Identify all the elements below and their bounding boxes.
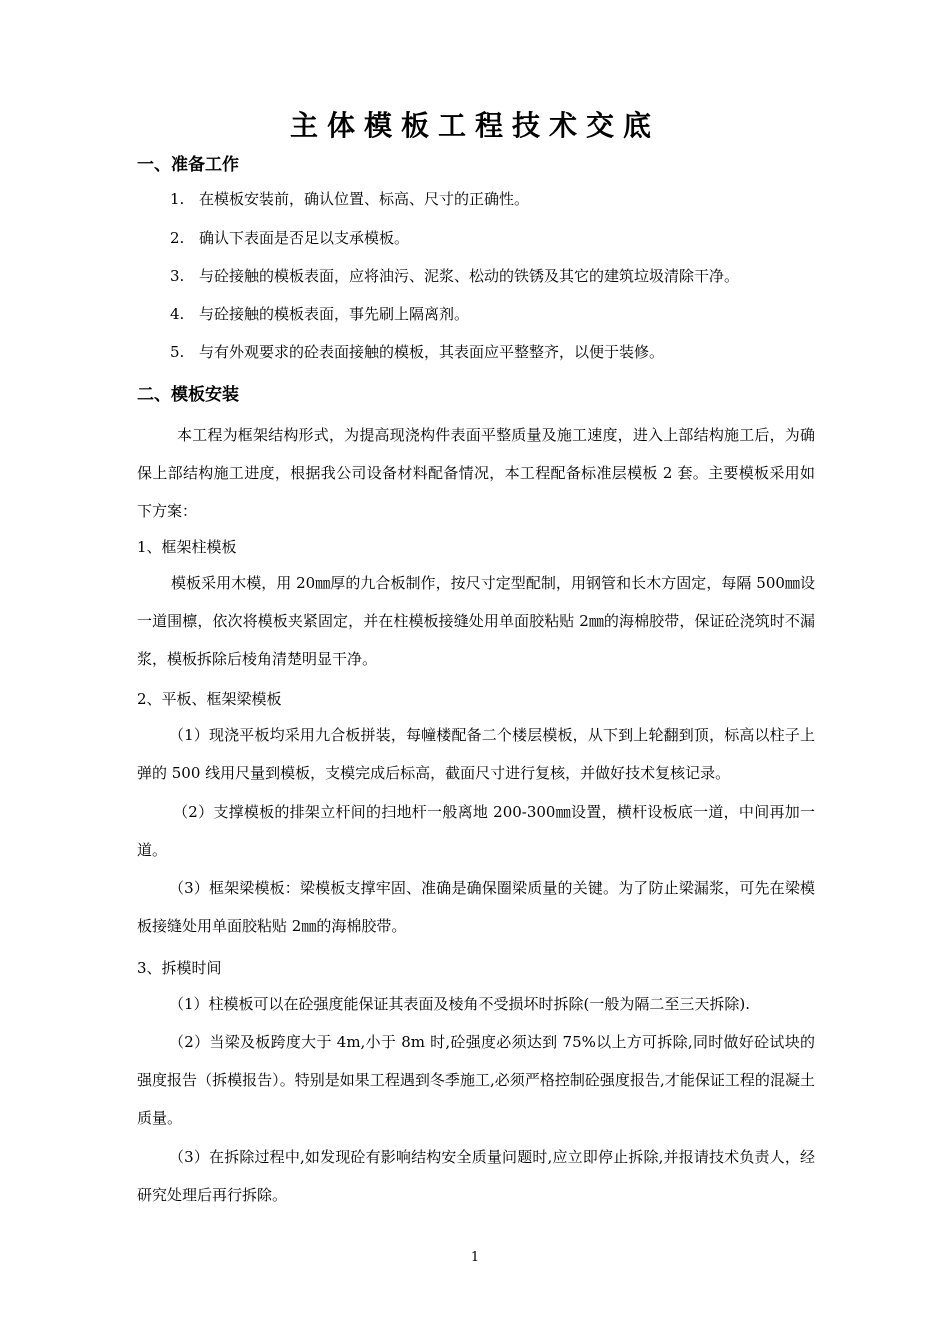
- subheading-slab-beam-formwork: 2、平板、框架梁模板: [137, 690, 282, 708]
- list-item: [170, 227, 409, 248]
- list-item: [170, 303, 469, 324]
- list-item: [170, 265, 739, 286]
- paragraph-slab-1: （1）现浇平板均采用九合板拼装，每幢楼配备二个楼层模板，从下到上轮翻到顶，标高以柱子上弹的 500 线用尺量到模板，支模完成后标高，截面尺寸进行复核，并做好技术复核记录。: [137, 726, 815, 782]
- subheading-column-formwork: 1、框架柱模板: [137, 538, 237, 556]
- list-text: 确认下表面是否足以支承模板。: [199, 229, 410, 247]
- list-text: 与砼接触的模板表面，事先刷上隔离剂。: [199, 305, 470, 323]
- list-number: 4.: [170, 305, 185, 323]
- paragraph-removal-2: （2）当梁及板跨度大于 4m,小于 8m 时,砼强度必须达到 75%以上方可拆除,同时做好砼试块的强度报告（拆模报告）。特别是如果工程遇到冬季施工,必须严格控制砼强度报告,才能保证工程的混凝土质量。: [137, 1033, 815, 1127]
- list-text: 与有外观要求的砼表面接触的模板，其表面应平整整齐，以便于装修。: [199, 343, 665, 361]
- list-text: 在模板安装前，确认位置、标高、尺寸的正确性。: [199, 190, 530, 208]
- list-number: 2.: [170, 229, 185, 247]
- page-number: 1: [470, 1250, 480, 1265]
- list-text: 与砼接触的模板表面，应将油污、泥浆、松动的铁锈及其它的建筑垃圾清除干净。: [199, 267, 740, 285]
- paragraph-slab-3: （3）框架梁模板：梁模板支撑牢固、准确是确保圈梁质量的关键。为了防止梁漏浆，可先在梁模板接缝处用单面胶粘贴 2㎜的海棉胶带。: [137, 879, 815, 935]
- list-number: 3.: [170, 267, 185, 285]
- paragraph-removal-1: （1）柱模板可以在砼强度能保证其表面及棱角不受损坏时拆除(一般为隔二至三天拆除).: [169, 995, 751, 1013]
- section-heading-preparation: 一、准备工作: [137, 155, 239, 175]
- document-title: 主体模板工程技术交底: [289, 109, 660, 142]
- list-number: 1.: [170, 190, 185, 208]
- intro-paragraph: 本工程为框架结构形式，为提高现浇构件表面平整质量及施工速度，进入上部结构施工后，为确保上部结构施工进度，根据我公司设备材料配备情况，本工程配备标准层模板 2 套。主要模板采用如下方案：: [137, 426, 815, 520]
- section-heading-installation: 二、模板安装: [137, 385, 239, 405]
- list-number: 5.: [170, 343, 185, 361]
- paragraph-slab-2: （2）支撑模板的排架立杆间的扫地杆一般离地 200-300㎜设置，横杆设板底一道，中间再加一道。: [137, 803, 815, 859]
- paragraph-removal-3: （3）在拆除过程中,如发现砼有影响结构安全质量问题时,应立即停止拆除,并报请技术负责人，经研究处理后再行拆除。: [137, 1148, 815, 1204]
- list-item: [170, 341, 664, 362]
- paragraph-column-formwork: 模板采用木模，用 20㎜厚的九合板制作，按尺寸定型配制，用钢管和长木方固定，每隔 500㎜设一道围檩，依次将模板夹紧固定，并在柱模板接缝处用单面胶粘贴 2㎜的海棉胶带，保证砼浇筑时不漏浆，模板拆除后棱角清楚明显干净。: [137, 574, 815, 668]
- subheading-removal-time: 3、拆模时间: [137, 959, 222, 977]
- list-item: [170, 188, 529, 209]
